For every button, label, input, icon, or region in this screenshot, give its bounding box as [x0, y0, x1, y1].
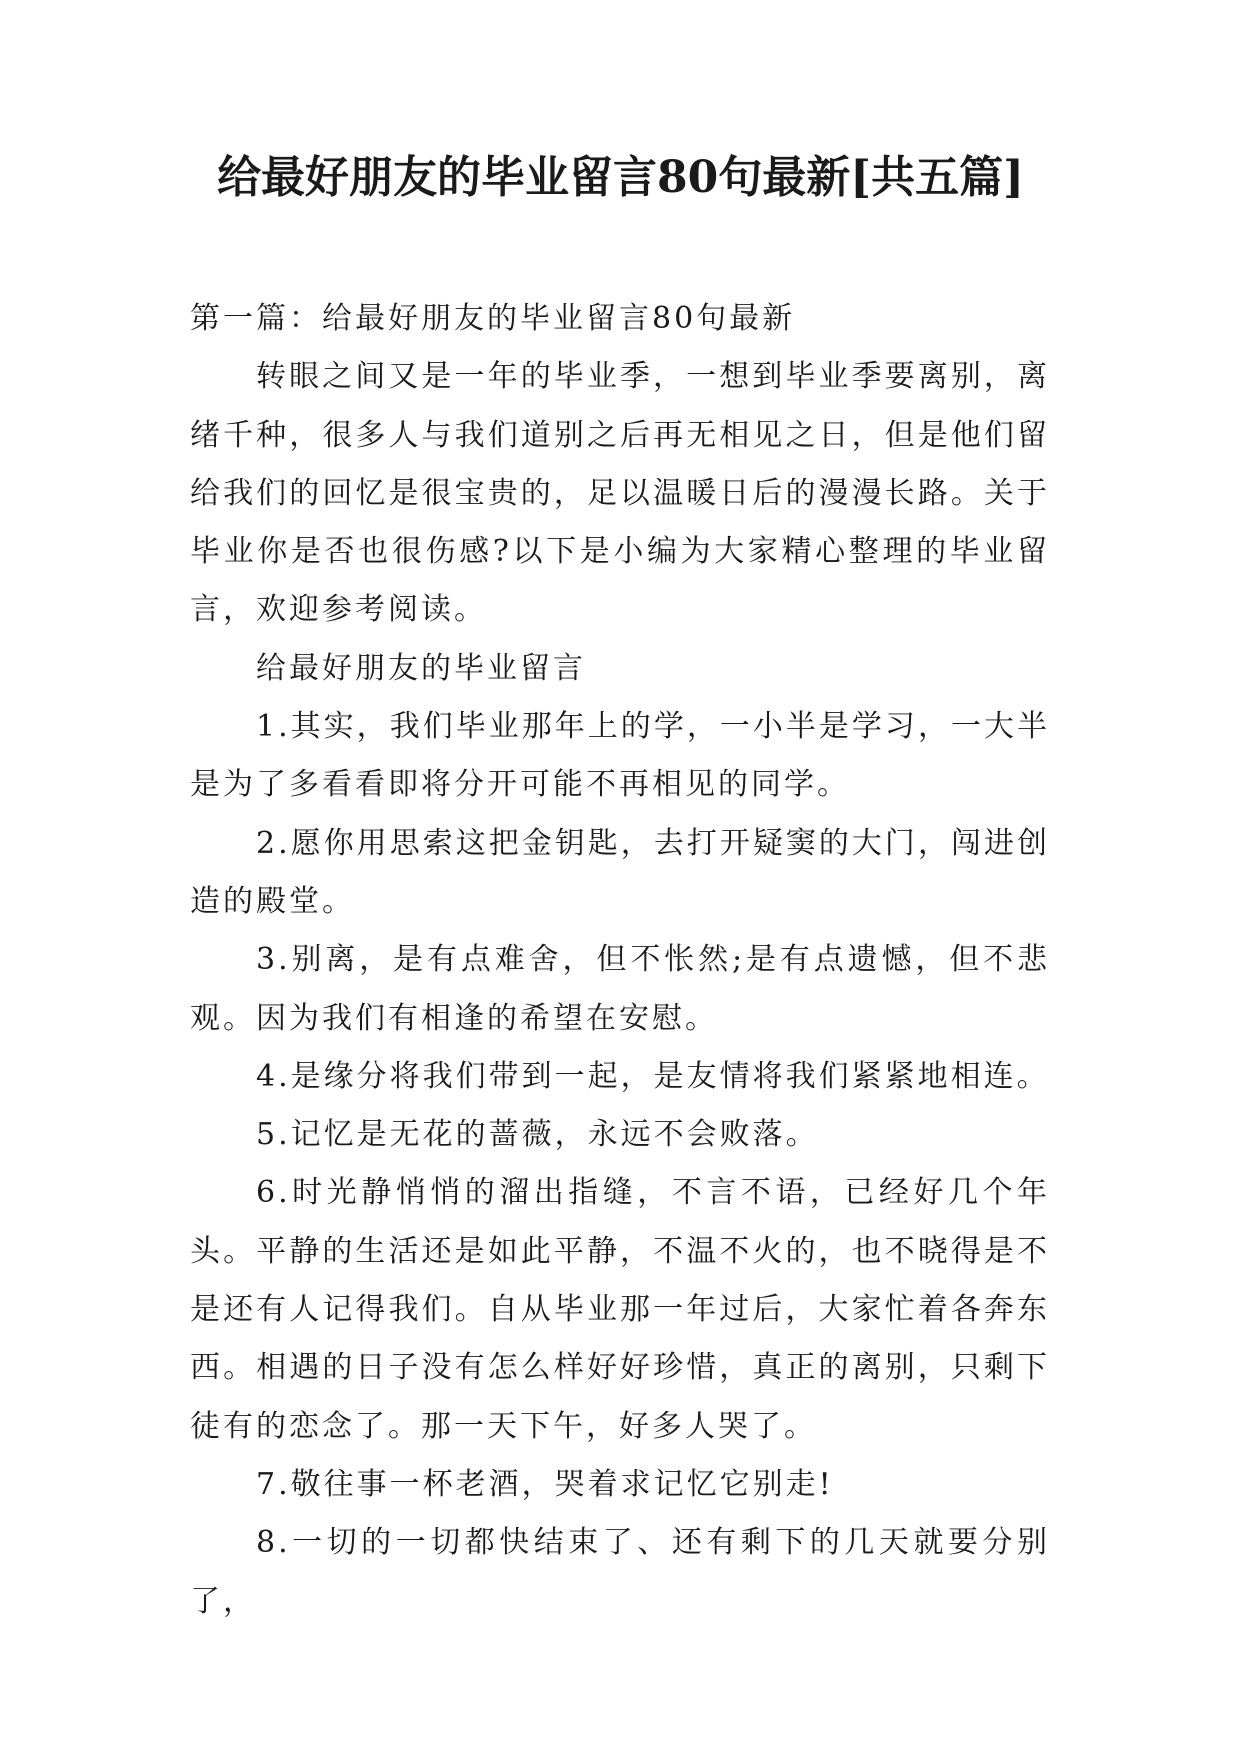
message-item-3: 3.别离，是有点难舍，但不怅然;是有点遗憾，但不悲观。因为我们有相逢的希望在安慰。: [190, 942, 1050, 1036]
intro-paragraph: 转眼之间又是一年的毕业季，一想到毕业季要离别，离绪千种，很多人与我们道别之后再无相见之日，但是他们留给我们的回忆是很宝贵的，足以温暖日后的漫漫长路。关于毕业你是否也很伤感?以下是小编为大家精心整理的毕业留言，欢迎参考阅读。: [190, 359, 1050, 628]
message-item-4: 4.是缘分将我们带到一起，是友情将我们紧紧地相连。: [256, 1058, 1050, 1094]
message-item-8: 8.一切的一切都快结束了、还有剩下的几天就要分别了，: [190, 1525, 1050, 1619]
subheading: 给最好朋友的毕业留言: [256, 650, 586, 686]
document-title: 给最好朋友的毕业留言80句最新[共五篇]: [217, 152, 1024, 203]
message-item-6: 6.时光静悄悄的溜出指缝，不言不语，已经好几个年头。平静的生活还是如此平静，不温不火的，也不晓得是不是还有人记得我们。自从毕业那一年过后，大家忙着各奔东西。相遇的日子没有怎么样好好珍惜，真正的离别，只剩下徒有的恋念了。那一天下午，好多人哭了。: [190, 1175, 1050, 1444]
message-item-7: 7.敬往事一杯老酒，哭着求记忆它别走!: [256, 1466, 834, 1502]
message-item-2: 2.愿你用思索这把金钥匙，去打开疑窦的大门，闯进创造的殿堂。: [190, 825, 1050, 919]
section-heading: 第一篇：给最好朋友的毕业留言80句最新: [190, 301, 796, 336]
message-item-1: 1.其实，我们毕业那年上的学，一小半是学习，一大半是为了多看看即将分开可能不再相见的同学。: [190, 709, 1050, 803]
document-body: [190, 290, 1050, 1631]
message-item-5: 5.记忆是无花的蔷薇，永远不会败落。: [256, 1117, 819, 1153]
